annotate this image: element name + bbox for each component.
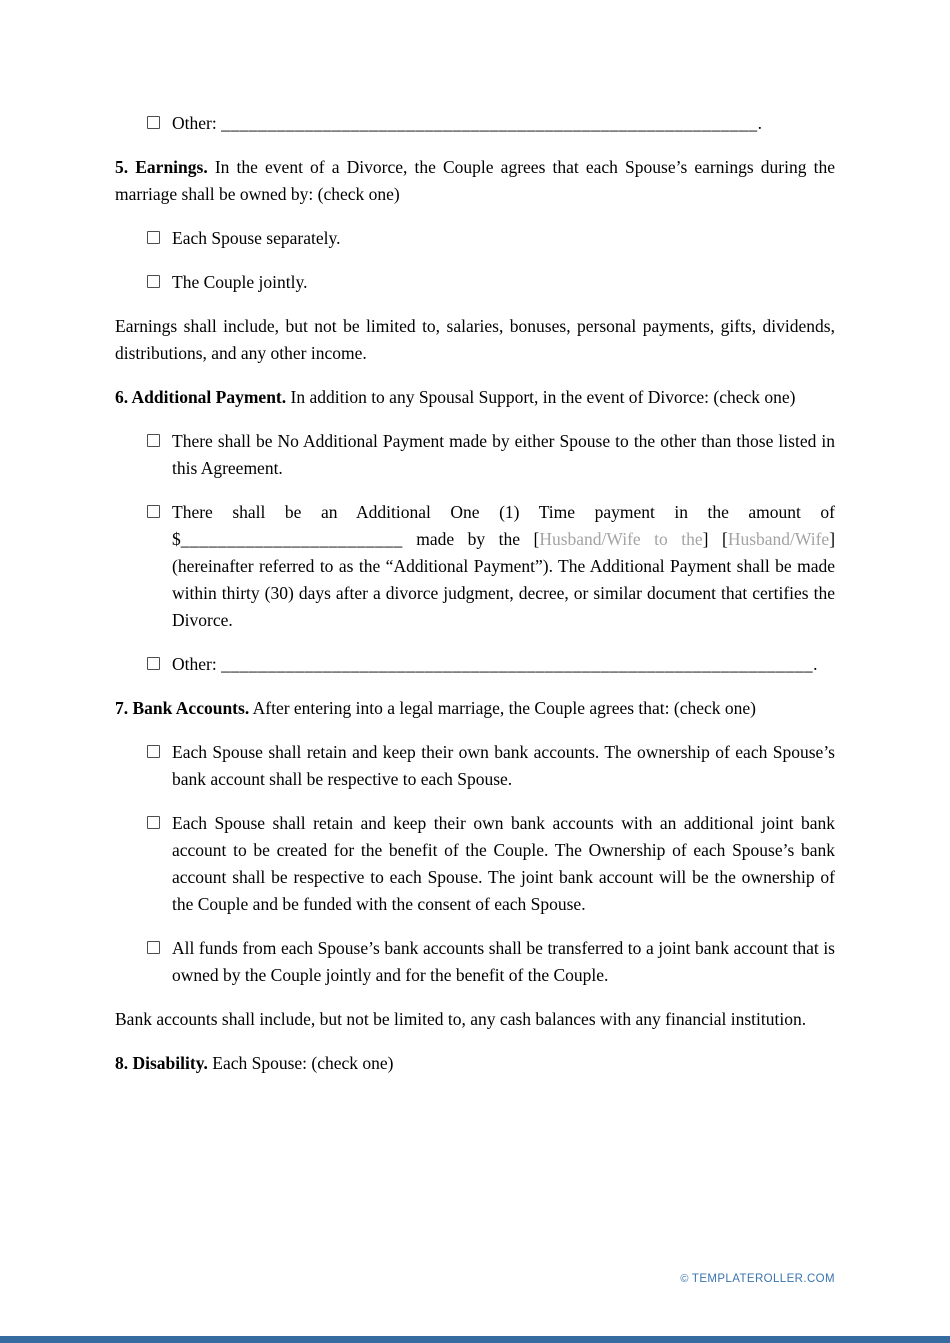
section-6-other-option — [147, 651, 835, 678]
fill-in-blank: __________________________________________________________ — [221, 113, 758, 133]
option-label: Each Spouse shall retain and keep their own bank accounts with an additional joint bank account to be created for the benefit of the Couple. The Ownership of each Spouse’s bank account shall be respective to each Spouse. The joint bank account will be the ownership of the Couple and be funded with the consent of each Spouse. — [172, 813, 835, 914]
section-7-heading-paragraph — [115, 695, 835, 722]
option-label: The Couple jointly. — [172, 272, 308, 292]
section-8-heading-paragraph — [115, 1050, 835, 1077]
section-5-option-2 — [147, 269, 835, 296]
option-label-part: ] [ — [702, 529, 728, 549]
other-option-top — [147, 110, 835, 137]
checkbox[interactable] — [147, 505, 160, 518]
placeholder-husband-wife: Husband/Wife — [727, 529, 830, 549]
section-6-option-1 — [147, 428, 835, 482]
checkbox[interactable] — [147, 657, 160, 670]
period: . — [813, 654, 818, 674]
option-label-part: There shall be an Additional One (1) Time payment in the amount of $ — [172, 502, 835, 549]
section-6-title: 6. Additional Payment. — [115, 387, 287, 407]
other-label: Other: — [172, 113, 222, 133]
fill-in-blank-amount: ________________________ — [180, 529, 403, 549]
section-7-note: Bank accounts shall include, but not be limited to, any cash balances with any financial institution. — [115, 1009, 807, 1029]
option-label: There shall be No Additional Payment made by either Spouse to the other than those listed in this Agreement. — [172, 431, 835, 478]
section-5-title: 5. Earnings. — [115, 157, 208, 177]
other-label: Other: — [172, 654, 222, 674]
section-6-heading-paragraph — [115, 384, 835, 411]
option-label: Each Spouse shall retain and keep their own bank accounts. The ownership of each Spouse’s bank account shall be respective to each Spouse. — [172, 742, 835, 789]
checkbox[interactable] — [147, 434, 160, 447]
checkbox[interactable] — [147, 941, 160, 954]
section-6-option-2 — [147, 499, 835, 634]
section-5-intro: In the event of a Divorce, the Couple agrees that each Spouse’s earnings during the marriage shall be owned by: (check one) — [115, 157, 836, 204]
option-label-part: made by the [ — [402, 529, 540, 549]
checkbox[interactable] — [147, 816, 160, 829]
section-7-option-1 — [147, 739, 835, 793]
option-label-part: ] (hereinafter referred to as the “Additional Payment”). The Additional Payment shall be made within thirty (30) days after a divorce judgment, decree, or similar document that certifies the Divorce. — [172, 529, 836, 630]
copyright-icon: © — [680, 1273, 689, 1285]
section-8-title: 8. Disability. — [115, 1053, 208, 1073]
option-label: All funds from each Spouse’s bank accounts shall be transferred to a joint bank account that is owned by the Couple jointly and for the benefit of the Couple. — [172, 938, 835, 985]
section-6-intro: In addition to any Spousal Support, in the event of Divorce: (check one) — [286, 387, 796, 407]
checkbox[interactable] — [147, 231, 160, 244]
checkbox[interactable] — [147, 745, 160, 758]
period: . — [757, 113, 762, 133]
section-5-note: Earnings shall include, but not be limited to, salaries, bonuses, personal payments, gifts, dividends, distributions, and any other income. — [115, 316, 835, 363]
section-8-intro: Each Spouse: (check one) — [207, 1053, 394, 1073]
templateroller-link[interactable] — [680, 1273, 835, 1285]
bottom-accent-bar — [0, 1336, 950, 1343]
section-7-title: 7. Bank Accounts. — [115, 698, 250, 718]
section-7-option-2 — [147, 810, 835, 918]
section-7-intro: After entering into a legal marriage, the Couple agrees that: (check one) — [249, 698, 757, 718]
option-label: Each Spouse separately. — [172, 228, 341, 248]
checkbox[interactable] — [147, 116, 160, 129]
footer-brand: TEMPLATEROLLER.COM — [691, 1273, 835, 1285]
fill-in-blank: ________________________________________________________________ — [221, 654, 814, 674]
placeholder-husband-wife-to-the: Husband/Wife to the — [539, 529, 703, 549]
page-footer — [680, 1266, 835, 1293]
section-7-option-3 — [147, 935, 835, 989]
section-5-option-1 — [147, 225, 835, 252]
section-5-heading-paragraph — [115, 154, 835, 208]
checkbox[interactable] — [147, 275, 160, 288]
